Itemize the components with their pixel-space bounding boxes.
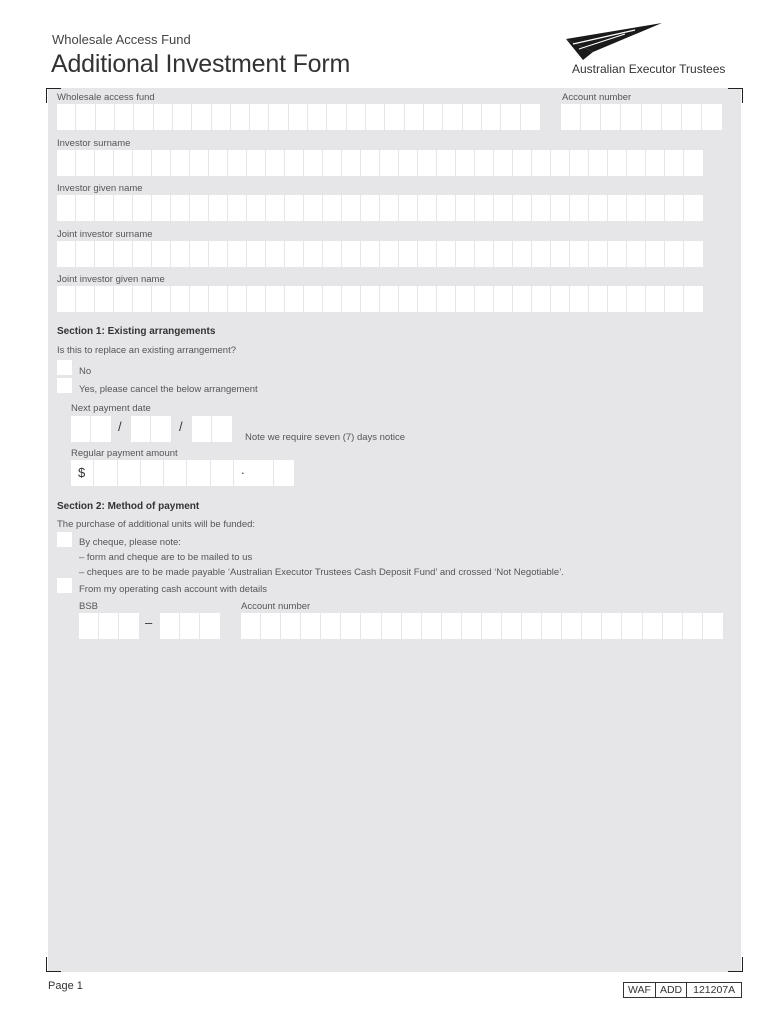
investor-surname-label: Investor surname [57,138,131,149]
char-box[interactable] [380,195,399,221]
char-box[interactable] [212,416,232,442]
char-box[interactable] [608,150,627,176]
char-box[interactable] [682,104,702,130]
joint-given-input[interactable] [57,286,703,312]
char-box[interactable] [621,104,641,130]
char-box[interactable] [164,460,187,486]
char-box[interactable] [173,104,192,130]
char-box[interactable] [115,104,134,130]
char-box[interactable] [380,241,399,267]
char-box[interactable] [608,241,627,267]
payment-month-input[interactable] [131,416,171,442]
char-box[interactable] [241,613,261,639]
char-box[interactable] [642,104,662,130]
char-box[interactable] [323,195,342,221]
char-box[interactable] [422,613,442,639]
char-box[interactable] [646,195,665,221]
char-box[interactable] [561,104,581,130]
char-box[interactable] [285,150,304,176]
char-box[interactable] [683,613,703,639]
char-box[interactable] [382,613,402,639]
option-no-label: No [79,366,92,377]
char-box[interactable] [589,195,608,221]
char-box[interactable] [154,104,173,130]
char-box[interactable] [437,241,456,267]
section-1-question: Is this to replace an existing arrangement? [57,345,237,356]
investor-given-label: Investor given name [57,183,143,194]
char-box[interactable] [152,150,171,176]
char-box[interactable] [151,416,171,442]
char-box[interactable] [71,416,91,442]
char-box[interactable] [141,460,164,486]
char-box[interactable] [513,150,532,176]
char-box[interactable] [321,613,341,639]
char-box[interactable] [114,286,133,312]
char-box[interactable] [589,150,608,176]
char-box[interactable] [521,104,540,130]
wholesale-fund-input[interactable] [57,104,540,130]
char-box[interactable] [702,104,722,130]
char-box[interactable] [475,150,494,176]
char-box[interactable] [269,104,288,130]
brand-name: Australian Executor Trustees [572,62,726,76]
bsb-input-2[interactable] [160,613,220,639]
char-box[interactable] [57,195,76,221]
char-box[interactable] [209,241,228,267]
payment-day-input[interactable] [71,416,111,442]
char-box[interactable] [323,286,342,312]
form-code-box [623,982,742,998]
char-box[interactable] [228,150,247,176]
char-box[interactable] [494,286,513,312]
bank-account-number-input[interactable] [241,613,723,639]
char-box[interactable] [402,613,422,639]
char-box[interactable] [570,195,589,221]
char-box[interactable] [76,286,95,312]
char-box[interactable] [190,241,209,267]
char-box[interactable] [266,150,285,176]
char-box[interactable] [247,286,266,312]
char-box[interactable] [308,104,327,130]
char-box[interactable] [627,150,646,176]
char-box[interactable] [57,104,76,130]
char-box[interactable] [304,241,323,267]
char-box[interactable] [380,150,399,176]
char-box[interactable] [190,150,209,176]
decimal-point: . [241,462,245,477]
char-box[interactable] [456,241,475,267]
char-box[interactable] [399,195,418,221]
char-box[interactable] [76,241,95,267]
char-box[interactable] [646,150,665,176]
char-box[interactable] [57,150,76,176]
next-payment-label: Next payment date [71,403,151,414]
bsb-dash: – [145,615,153,630]
char-box[interactable] [304,195,323,221]
operating-account-label: From my operating cash account with details [79,584,267,595]
char-box[interactable] [456,195,475,221]
cheque-label: By cheque, please note: [79,537,181,548]
char-box[interactable] [361,195,380,221]
char-box[interactable] [187,460,210,486]
char-box[interactable] [581,104,601,130]
char-box[interactable] [475,241,494,267]
char-box[interactable] [133,195,152,221]
char-box[interactable] [342,195,361,221]
char-box[interactable] [95,195,114,221]
regular-amount-input[interactable] [71,460,257,486]
char-box[interactable] [119,613,139,639]
char-box[interactable] [171,195,190,221]
section-1-title: Section 1: Existing arrangements [57,326,216,337]
investor-surname-input[interactable] [57,150,703,176]
corner-mark [728,957,743,972]
bsb-label: BSB [79,601,99,612]
char-box[interactable] [192,416,212,442]
char-box[interactable] [361,241,380,267]
char-box[interactable] [494,150,513,176]
char-box[interactable] [171,286,190,312]
char-box[interactable] [665,150,684,176]
char-box[interactable] [627,195,646,221]
char-box[interactable] [551,286,570,312]
page-number: Page 1 [48,980,83,992]
char-box[interactable] [522,613,542,639]
char-box[interactable] [665,241,684,267]
char-box[interactable] [532,241,551,267]
char-box[interactable] [570,150,589,176]
char-box[interactable] [361,150,380,176]
char-box[interactable] [418,286,437,312]
char-box[interactable] [494,241,513,267]
form-code: 121207A [693,984,736,996]
char-box[interactable] [501,104,520,130]
char-box[interactable] [304,286,323,312]
char-box[interactable] [281,613,301,639]
char-box[interactable] [95,286,114,312]
char-box[interactable] [513,195,532,221]
char-box[interactable] [209,150,228,176]
char-box[interactable] [94,460,117,486]
bsb-input-1[interactable] [79,613,139,639]
char-box[interactable] [228,241,247,267]
char-box[interactable] [342,150,361,176]
char-box[interactable] [405,104,424,130]
char-box[interactable] [228,286,247,312]
char-box[interactable] [646,241,665,267]
form-panel [48,88,741,972]
char-box[interactable] [437,286,456,312]
char-box[interactable] [76,195,95,221]
char-box[interactable] [261,613,281,639]
char-box[interactable] [301,613,321,639]
corner-mark [46,957,61,972]
char-box[interactable] [114,195,133,221]
page-title: Additional Investment Form [51,50,351,78]
char-box[interactable] [665,195,684,221]
char-box[interactable] [285,241,304,267]
account-number-label: Account number [562,92,632,103]
cheque-note-2: – cheques are to be made payable ‘Australian Executor Trustees Cash Deposit Fund’ and crossed ‘Not Negotiable’. [79,567,564,578]
char-box[interactable] [152,195,171,221]
checkbox-yes[interactable] [57,378,72,393]
char-box[interactable] [513,286,532,312]
char-box[interactable] [418,195,437,221]
char-box[interactable] [502,613,522,639]
char-box[interactable] [209,195,228,221]
char-box[interactable] [96,104,115,130]
char-box[interactable] [347,104,366,130]
char-box[interactable] [342,241,361,267]
char-box[interactable] [209,286,228,312]
cheque-note-1: – form and cheque are to be mailed to us [79,552,253,563]
char-box[interactable] [190,195,209,221]
char-box[interactable] [76,104,95,130]
char-box[interactable] [463,104,482,130]
char-box[interactable] [285,286,304,312]
char-box[interactable] [304,150,323,176]
char-box[interactable] [266,286,285,312]
char-box[interactable] [663,613,683,639]
char-box[interactable] [475,286,494,312]
char-box[interactable] [285,195,304,221]
char-box[interactable] [133,286,152,312]
char-box[interactable] [662,104,682,130]
aet-logo-icon [565,22,665,62]
char-box[interactable] [247,150,266,176]
char-box[interactable] [190,286,209,312]
char-box[interactable] [665,286,684,312]
char-box[interactable] [171,241,190,267]
char-box[interactable] [551,195,570,221]
char-box[interactable] [211,460,234,486]
notice-text: Note we require seven (7) days notice [245,432,405,443]
joint-given-label: Joint investor given name [57,274,165,285]
form-subtitle: Wholesale Access Fund [52,32,191,47]
char-box[interactable] [482,104,501,130]
char-box[interactable] [684,286,703,312]
wholesale-fund-label: Wholesale access fund [57,92,155,103]
char-box[interactable] [95,241,114,267]
char-box[interactable] [532,286,551,312]
char-box[interactable] [582,613,602,639]
char-box[interactable] [608,286,627,312]
char-box[interactable] [562,613,582,639]
char-box[interactable] [95,150,114,176]
char-box[interactable] [456,286,475,312]
char-box[interactable] [274,460,294,486]
char-box[interactable] [482,613,502,639]
char-box[interactable] [247,241,266,267]
char-box[interactable] [341,613,361,639]
char-box[interactable] [323,241,342,267]
char-box[interactable] [323,150,342,176]
dollar-sign: $ [78,465,86,480]
char-box[interactable] [532,195,551,221]
char-box[interactable] [327,104,346,130]
char-box[interactable] [118,460,141,486]
char-box[interactable] [424,104,443,130]
char-box[interactable] [551,150,570,176]
char-box[interactable] [212,104,231,130]
joint-surname-input[interactable] [57,241,703,267]
char-box[interactable] [385,104,404,130]
corner-mark [728,88,743,103]
account-number-input[interactable] [561,104,722,130]
char-box[interactable] [114,150,133,176]
char-box[interactable] [114,241,133,267]
char-box[interactable] [443,104,462,130]
char-box[interactable] [462,613,482,639]
char-box[interactable] [703,613,723,639]
regular-cents-input[interactable] [254,460,294,486]
char-box[interactable] [494,195,513,221]
char-box[interactable] [589,286,608,312]
date-separator: / [179,419,183,434]
char-box[interactable] [152,286,171,312]
char-box[interactable] [180,613,200,639]
char-box[interactable] [289,104,308,130]
char-box[interactable] [442,613,462,639]
char-box[interactable] [133,241,152,267]
checkbox-no[interactable] [57,360,72,375]
joint-surname-label: Joint investor surname [57,229,153,240]
bank-account-number-label: Account number [241,601,311,612]
char-box[interactable] [266,241,285,267]
char-box[interactable] [160,613,180,639]
char-box[interactable] [532,150,551,176]
char-box[interactable] [57,241,76,267]
char-box[interactable] [361,286,380,312]
char-box[interactable] [366,104,385,130]
char-box[interactable] [627,286,646,312]
char-box[interactable] [608,195,627,221]
section-2-intro: The purchase of additional units will be funded: [57,519,256,530]
char-box[interactable] [475,195,494,221]
date-separator: / [118,419,122,434]
char-box[interactable] [589,241,608,267]
char-box[interactable] [231,104,250,130]
char-box[interactable] [247,195,266,221]
section-2-title: Section 2: Method of payment [57,501,200,512]
char-box[interactable] [684,195,703,221]
char-box[interactable] [79,613,99,639]
char-box[interactable] [76,150,95,176]
char-box[interactable] [643,613,663,639]
checkbox-cheque[interactable] [57,532,72,547]
char-box[interactable] [91,416,111,442]
char-box[interactable] [250,104,269,130]
char-box[interactable] [601,104,621,130]
payment-year-input[interactable] [192,416,232,442]
char-box[interactable] [266,195,285,221]
regular-amount-label: Regular payment amount [71,448,178,459]
char-box[interactable] [99,613,119,639]
char-box[interactable] [134,104,153,130]
char-box[interactable] [361,613,381,639]
char-box[interactable] [602,613,622,639]
investor-given-input[interactable] [57,195,703,221]
char-box[interactable] [192,104,211,130]
char-box[interactable] [131,416,151,442]
char-box[interactable] [171,150,190,176]
checkbox-operating-account[interactable] [57,578,72,593]
char-box[interactable] [152,241,171,267]
char-box[interactable] [513,241,532,267]
form-code: WAF [624,983,656,997]
char-box[interactable] [133,150,152,176]
form-code: ADD [656,983,687,997]
char-box[interactable] [551,241,570,267]
char-box[interactable] [622,613,642,639]
char-box[interactable] [57,286,76,312]
char-box[interactable] [342,286,361,312]
char-box[interactable] [570,241,589,267]
char-box[interactable] [399,241,418,267]
char-box[interactable] [399,150,418,176]
char-box[interactable] [380,286,399,312]
char-box[interactable] [684,241,703,267]
char-box[interactable] [437,195,456,221]
char-box[interactable] [437,150,456,176]
char-box[interactable] [254,460,274,486]
char-box[interactable] [570,286,589,312]
char-box[interactable] [542,613,562,639]
char-box[interactable] [418,150,437,176]
char-box[interactable] [627,241,646,267]
char-box[interactable] [684,150,703,176]
option-yes-label: Yes, please cancel the below arrangement [79,384,258,395]
char-box[interactable] [399,286,418,312]
char-box[interactable] [418,241,437,267]
char-box[interactable] [228,195,247,221]
char-box[interactable] [646,286,665,312]
char-box[interactable] [456,150,475,176]
char-box[interactable] [200,613,220,639]
